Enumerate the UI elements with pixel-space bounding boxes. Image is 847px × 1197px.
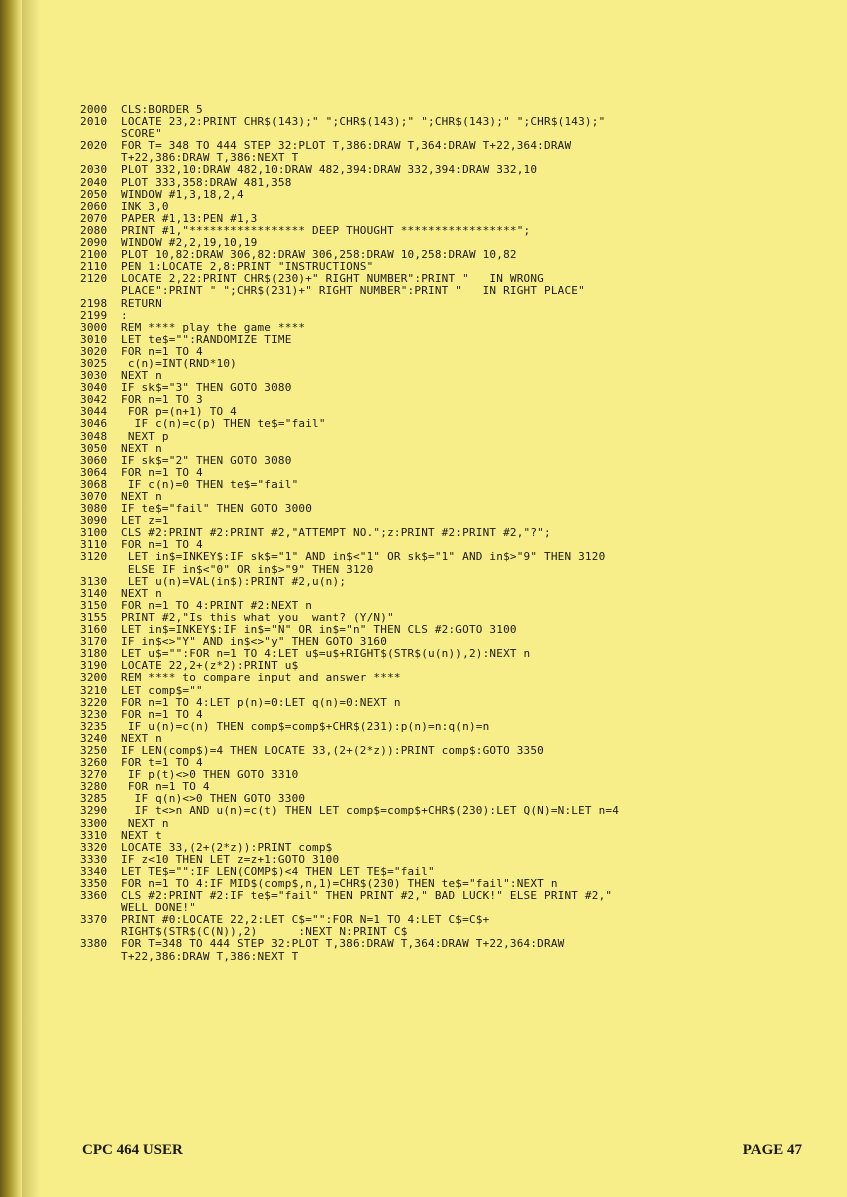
line-number: 3230 — [80, 707, 108, 721]
code-line — [80, 830, 800, 842]
line-code: IF sk$="3" THEN GOTO 3080 — [121, 381, 292, 395]
line-number: 3250 — [80, 743, 108, 757]
line-code: WELL DONE!" — [121, 901, 197, 915]
line-code: INK 3,0 — [121, 199, 169, 213]
line-code: PLOT 332,10:DRAW 482,10:DRAW 482,394:DRAW 332,394:DRAW 332,10 — [121, 163, 538, 177]
line-number: 3200 — [80, 671, 108, 685]
line-number: 2050 — [80, 187, 108, 201]
line-number: 3260 — [80, 756, 108, 770]
line-code: CLS #2:PRINT #2:PRINT #2,"ATTEMPT NO.";z:PRINT #2:PRINT #2,"?"; — [121, 526, 551, 540]
line-code: RETURN — [121, 296, 162, 310]
line-number: 2030 — [80, 163, 108, 177]
line-code: CLS #2:PRINT #2:IF te$="fail" THEN PRINT #2," BAD LUCK!" ELSE PRINT #2," — [121, 889, 613, 903]
line-number: 3042 — [80, 393, 108, 407]
line-code: LET u$="":FOR n=1 TO 4:LET u$=u$+RIGHT$(STR$(u(n)),2):NEXT n — [121, 647, 531, 661]
code-line — [80, 116, 800, 128]
line-code: LOCATE 2,22:PRINT CHR$(230)+" RIGHT NUMBER":PRINT " IN WRONG — [121, 272, 544, 286]
line-number: 3310 — [80, 828, 108, 842]
line-code: NEXT n — [121, 816, 169, 830]
binding-spine — [0, 0, 22, 1197]
line-number: 3010 — [80, 332, 108, 346]
basic-program-listing — [80, 104, 800, 963]
line-number: 3280 — [80, 780, 108, 794]
code-line — [80, 310, 800, 322]
line-code: IF c(n)=c(p) THEN te$="fail" — [121, 417, 326, 431]
line-code: NEXT n — [121, 490, 162, 503]
line-number: 3320 — [80, 840, 108, 854]
line-code: LET comp$="" — [121, 683, 203, 697]
line-number: 3070 — [80, 490, 108, 503]
line-code: LET te$="":RANDOMIZE TIME — [121, 332, 292, 346]
line-code: PRINT #0:LOCATE 22,2:LET C$="":FOR N=1 TO 4:LET C$=C$+ — [121, 913, 490, 927]
code-line — [80, 285, 800, 297]
code-line — [80, 818, 800, 830]
line-code: PRINT #2,"Is this what you want? (Y/N)" — [121, 610, 394, 624]
line-code: REM **** play the game **** — [121, 320, 306, 334]
line-number: 2198 — [80, 296, 108, 310]
line-code: LET in$=INKEY$:IF in$="N" OR in$="n" THEN CLS #2:GOTO 3100 — [121, 623, 517, 637]
line-code: IF t<>n AND u(n)=c(t) THEN LET comp$=comp$+CHR$(230):LET Q(N)=N:LET n=4 — [121, 804, 620, 818]
code-line — [80, 551, 800, 563]
code-line — [80, 358, 800, 370]
line-number: 3160 — [80, 623, 108, 637]
line-code: FOR n=1 TO 4 — [121, 780, 210, 794]
line-code: PEN 1:LOCATE 2,8:PRINT "INSTRUCTIONS" — [121, 260, 374, 274]
code-line — [80, 805, 800, 817]
code-line — [80, 177, 800, 189]
line-code: NEXT n — [121, 731, 162, 745]
line-code: RIGHT$(STR$(C(N)),2) :NEXT N:PRINT C$ — [121, 925, 408, 939]
line-number — [80, 564, 121, 576]
line-number: 3110 — [80, 538, 108, 552]
line-number: 2000 — [80, 103, 108, 116]
line-code: NEXT p — [121, 429, 169, 443]
code-line — [80, 576, 800, 588]
code-line — [80, 721, 800, 733]
line-code: NEXT n — [121, 586, 162, 600]
line-number: 3220 — [80, 695, 108, 709]
line-number: 3080 — [80, 502, 108, 516]
line-code: FOR n=1 TO 4 — [121, 344, 203, 358]
line-number: 3235 — [80, 719, 108, 733]
line-code: c(n)=INT(RND*10) — [121, 356, 237, 370]
code-line — [80, 189, 800, 201]
line-code: PLOT 333,358:DRAW 481,358 — [121, 175, 292, 189]
line-number: 2020 — [80, 139, 108, 153]
line-code: FOR n=1 TO 4:PRINT #2:NEXT n — [121, 598, 313, 612]
page-number: PAGE 47 — [742, 1142, 802, 1158]
line-number: 3330 — [80, 852, 108, 866]
code-line — [80, 697, 800, 709]
line-code: NEXT n — [121, 441, 162, 455]
line-code: IF te$="fail" THEN GOTO 3000 — [121, 502, 313, 516]
line-code: IF u(n)=c(n) THEN comp$=comp$+CHR$(231):p(n)=n:q(n)=n — [121, 719, 490, 733]
line-number: 3300 — [80, 816, 108, 830]
line-number: 3000 — [80, 320, 108, 334]
line-code: IF LEN(comp$)=4 THEN LOCATE 33,(2+(2*z)):PRINT comp$:GOTO 3350 — [121, 743, 544, 757]
line-code: PLOT 10,82:DRAW 306,82:DRAW 306,258:DRAW 10,258:DRAW 10,82 — [121, 248, 517, 262]
line-code: FOR p=(n+1) TO 4 — [121, 405, 237, 419]
line-code: T+22,386:DRAW T,386:NEXT T — [121, 949, 299, 963]
line-number: 2100 — [80, 248, 108, 262]
line-code: NEXT n — [121, 369, 162, 383]
line-number: 3290 — [80, 804, 108, 818]
line-number — [80, 951, 121, 963]
line-number: 3180 — [80, 647, 108, 661]
line-code: SCORE" — [121, 127, 162, 141]
line-code: CLS:BORDER 5 — [121, 103, 203, 116]
line-number: 3064 — [80, 465, 108, 479]
line-code: LOCATE 23,2:PRINT CHR$(143);" ";CHR$(143);" ";CHR$(143);" ";CHR$(143);" — [121, 115, 606, 129]
code-line — [80, 685, 800, 697]
line-code: IF c(n)=0 THEN te$="fail" — [121, 477, 299, 491]
line-code: IF p(t)<>0 THEN GOTO 3310 — [121, 768, 299, 782]
line-number: 3190 — [80, 659, 108, 673]
code-line — [80, 951, 800, 963]
line-code: WINDOW #1,3,18,2,4 — [121, 187, 244, 201]
code-line — [80, 938, 800, 950]
line-code: IF sk$="2" THEN GOTO 3080 — [121, 453, 292, 467]
line-code: IF q(n)<>0 THEN GOTO 3300 — [121, 792, 306, 806]
line-number: 3170 — [80, 635, 108, 649]
line-number: 3210 — [80, 683, 108, 697]
line-number: 3068 — [80, 477, 108, 491]
line-number: 3270 — [80, 768, 108, 782]
code-line — [80, 298, 800, 310]
line-code: FOR n=1 TO 4:IF MID$(comp$,n,1)=CHR$(230) THEN te$="fail":NEXT n — [121, 877, 558, 890]
code-line — [80, 842, 800, 854]
line-code: PRINT #1,"***************** DEEP THOUGHT *****************"; — [121, 223, 531, 237]
code-line — [80, 164, 800, 176]
line-number: 3040 — [80, 381, 108, 395]
line-code: LOCATE 33,(2+(2*z)):PRINT comp$ — [121, 840, 333, 854]
code-line — [80, 672, 800, 684]
code-line — [80, 431, 800, 443]
line-code: LOCATE 22,2+(z*2):PRINT u$ — [121, 659, 299, 673]
line-number: 3030 — [80, 369, 108, 383]
line-number: 2120 — [80, 272, 108, 286]
line-number: 3350 — [80, 877, 108, 890]
line-number: 2010 — [80, 115, 108, 129]
line-number: 3360 — [80, 889, 108, 903]
code-line — [80, 503, 800, 515]
line-code: FOR T=348 TO 444 STEP 32:PLOT T,386:DRAW T,364:DRAW T+22,364:DRAW — [121, 937, 565, 951]
code-line — [80, 418, 800, 430]
line-number: 3340 — [80, 864, 108, 878]
code-line — [80, 455, 800, 467]
line-code: PAPER #1,13:PEN #1,3 — [121, 211, 258, 225]
line-code: FOR n=1 TO 4 — [121, 538, 203, 552]
line-number: 2199 — [80, 308, 108, 322]
line-number: 3046 — [80, 417, 108, 431]
line-number: 3370 — [80, 913, 108, 927]
line-code: LET u(n)=VAL(in$):PRINT #2,u(n); — [121, 574, 347, 588]
line-code: ELSE IF in$<"0" OR in$>"9" THEN 3120 — [121, 562, 374, 576]
line-number: 2080 — [80, 223, 108, 237]
code-line — [80, 322, 800, 334]
code-line — [80, 564, 800, 576]
code-line — [80, 479, 800, 491]
code-line — [80, 443, 800, 455]
line-number: 2060 — [80, 199, 108, 213]
line-number: 3048 — [80, 429, 108, 443]
line-number — [80, 285, 121, 297]
line-number: 3025 — [80, 356, 108, 370]
line-code: FOR n=1 TO 4:LET p(n)=0:LET q(n)=0:NEXT n — [121, 695, 401, 709]
line-code: T+22,386:DRAW T,386:NEXT T — [121, 151, 299, 165]
line-number: 3130 — [80, 574, 108, 588]
line-code: LET TE$="":IF LEN(COMP$)<4 THEN LET TE$="fail" — [121, 864, 435, 878]
line-code: REM **** to compare input and answer **** — [121, 671, 401, 685]
line-number: 3044 — [80, 405, 108, 419]
line-code: PLACE":PRINT " ";CHR$(231)+" RIGHT NUMBER":PRINT " IN RIGHT PLACE" — [121, 284, 585, 298]
code-line — [80, 709, 800, 721]
line-number: 3120 — [80, 550, 108, 564]
line-code: IF in$<>"Y" AND in$<>"y" THEN GOTO 3160 — [121, 635, 388, 649]
line-code: FOR n=1 TO 4 — [121, 707, 203, 721]
line-code: WINDOW #2,2,19,10,19 — [121, 236, 258, 250]
line-code: FOR n=1 TO 4 — [121, 465, 203, 479]
line-code: NEXT t — [121, 828, 162, 842]
line-number: 3240 — [80, 731, 108, 745]
line-number: 2070 — [80, 211, 108, 225]
line-code: LET z=1 — [121, 514, 169, 528]
line-number: 2090 — [80, 236, 108, 250]
line-code: IF z<10 THEN LET z=z+1:GOTO 3100 — [121, 852, 340, 866]
line-number: 2040 — [80, 175, 108, 189]
line-code: FOR T= 348 TO 444 STEP 32:PLOT T,386:DRAW T,364:DRAW T+22,364:DRAW — [121, 139, 572, 153]
line-number: 3380 — [80, 937, 108, 951]
line-number: 2110 — [80, 260, 108, 274]
line-code: FOR t=1 TO 4 — [121, 756, 203, 770]
line-code: LET in$=INKEY$:IF sk$="1" AND in$<"1" OR sk$="1" AND in$>"9" THEN 3120 — [121, 550, 606, 564]
line-number: 3020 — [80, 344, 108, 358]
line-number: 3285 — [80, 792, 108, 806]
line-number: 3090 — [80, 514, 108, 528]
line-number: 3150 — [80, 598, 108, 612]
line-number: 3100 — [80, 526, 108, 540]
line-number: 3060 — [80, 453, 108, 467]
binding-shadow — [22, 0, 40, 1197]
line-number: 3140 — [80, 586, 108, 600]
line-number: 3155 — [80, 610, 108, 624]
line-code: : — [121, 308, 128, 322]
line-number: 3050 — [80, 441, 108, 455]
line-code: FOR n=1 TO 3 — [121, 393, 203, 407]
magazine-title: CPC 464 USER — [82, 1142, 183, 1158]
